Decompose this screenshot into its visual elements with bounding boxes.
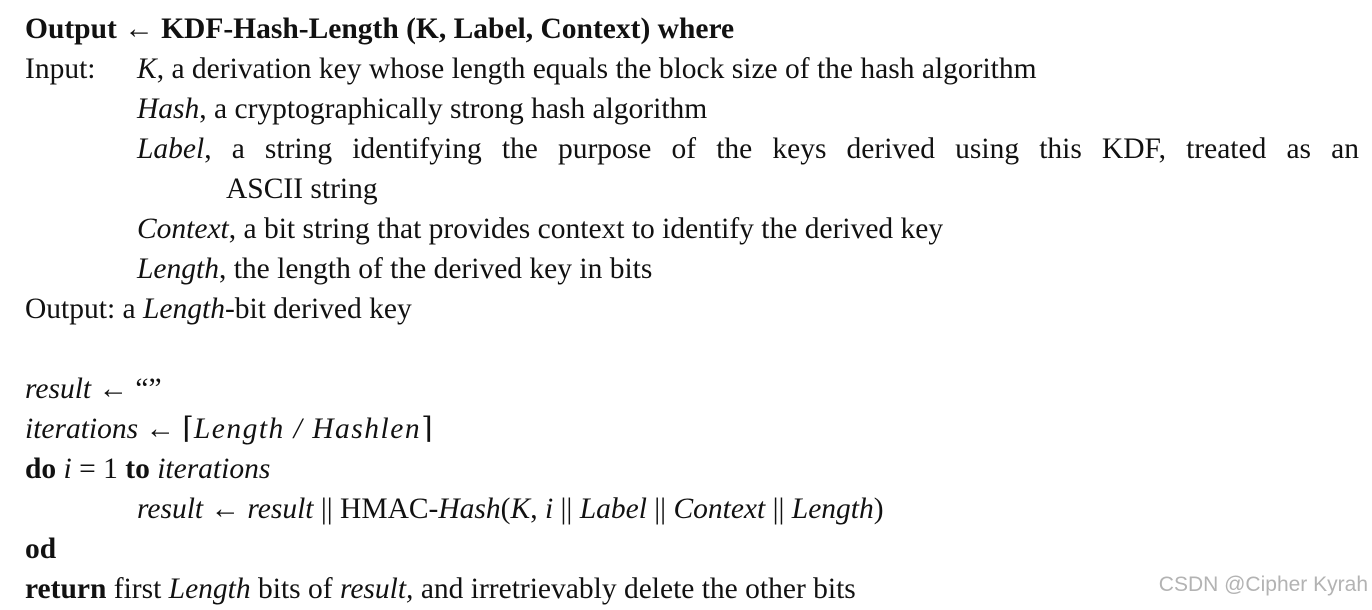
iterations-arrow: ←: [138, 413, 183, 445]
loop-var-i: i: [63, 453, 72, 485]
ceil-close: ⌉: [421, 413, 433, 445]
watermark: CSDN @Cipher Kyrah: [1158, 573, 1368, 596]
loop-header: [25, 449, 270, 489]
ret-t1: first: [106, 573, 169, 605]
kw-do: do: [25, 453, 57, 485]
body-length: Length: [791, 493, 874, 525]
output-post: -bit derived key: [224, 293, 412, 325]
algorithm-header: [25, 9, 734, 49]
input-k-desc: , a derivation key whose length equals the block size of the hash algorithm: [156, 53, 1037, 85]
output-label: Output:: [25, 293, 116, 325]
input-label-text: Input:: [25, 53, 96, 85]
kw-return: return: [25, 573, 107, 605]
body-var2: result: [247, 493, 314, 525]
result-init-var: result: [25, 373, 92, 405]
input-context-desc: , a bit string that provides context to identify the derived key: [228, 213, 944, 245]
input-context: [137, 209, 943, 249]
loop-body: [137, 489, 884, 529]
ceil-open: ⌈: [182, 413, 194, 445]
iterations-assign: [25, 409, 433, 449]
body-open: (: [500, 493, 511, 525]
ceil-expression: Length / Hashlen: [193, 413, 422, 445]
body-sep1: || HMAC-: [313, 493, 439, 525]
input-k-name: K: [137, 53, 157, 85]
ret-var1: Length: [168, 573, 251, 605]
body-i: i: [544, 493, 554, 525]
body-fn: Hash: [438, 493, 501, 525]
input-hash-desc: , a cryptographically strong hash algorithm: [199, 93, 708, 125]
body-sep3: ||: [646, 493, 674, 525]
ret-var2: result,: [339, 573, 414, 605]
result-init-value: “”: [135, 373, 162, 405]
output-pre: a: [115, 293, 143, 325]
loop-limit: iterations: [157, 453, 271, 485]
input-context-name: Context: [137, 213, 229, 245]
header-output: Output: [25, 13, 117, 45]
input-label-param-desc: , a string identifying the purpose of the keys derived using this KDF, treated as an: [204, 133, 1359, 165]
input-hash-name: Hash: [137, 93, 200, 125]
body-context: Context: [673, 493, 766, 525]
input-label-param: [137, 129, 1359, 169]
body-comma: ,: [530, 493, 545, 525]
kw-od: [25, 529, 56, 569]
ret-t2: bits of: [250, 573, 340, 605]
body-arrow: ←: [203, 493, 248, 525]
body-k: K: [510, 493, 531, 525]
iterations-var: iterations: [25, 413, 139, 445]
input-label-param-cont: [226, 169, 378, 209]
input-hash: [137, 89, 707, 129]
header-arrow: ←: [116, 13, 162, 45]
input-length-name: Length: [137, 253, 219, 285]
input-label-param-name: Label: [137, 133, 205, 165]
body-sep2: ||: [553, 493, 580, 525]
loop-eq: = 1: [71, 453, 126, 485]
header-signature: KDF-Hash-Length (K, Label, Context) where: [161, 13, 735, 45]
output-line: [25, 289, 412, 329]
input-length: [137, 249, 652, 289]
result-init-arrow: ←: [91, 373, 136, 405]
body-sep4: ||: [765, 493, 792, 525]
result-init: [25, 369, 162, 409]
input-label-param-cont-text: ASCII string: [226, 173, 378, 205]
input-length-desc: , the length of the derived key in bits: [218, 253, 653, 285]
body-close: ): [873, 493, 884, 525]
body-var: result: [137, 493, 204, 525]
kw-od-text: od: [25, 533, 57, 565]
input-label: [25, 49, 95, 89]
input-k: [137, 49, 1037, 89]
output-var: Length: [143, 293, 225, 325]
kw-to: to: [125, 453, 150, 485]
return-line: [25, 569, 856, 609]
body-label: Label: [579, 493, 647, 525]
ret-t3: and irretrievably delete the other bits: [413, 573, 856, 605]
